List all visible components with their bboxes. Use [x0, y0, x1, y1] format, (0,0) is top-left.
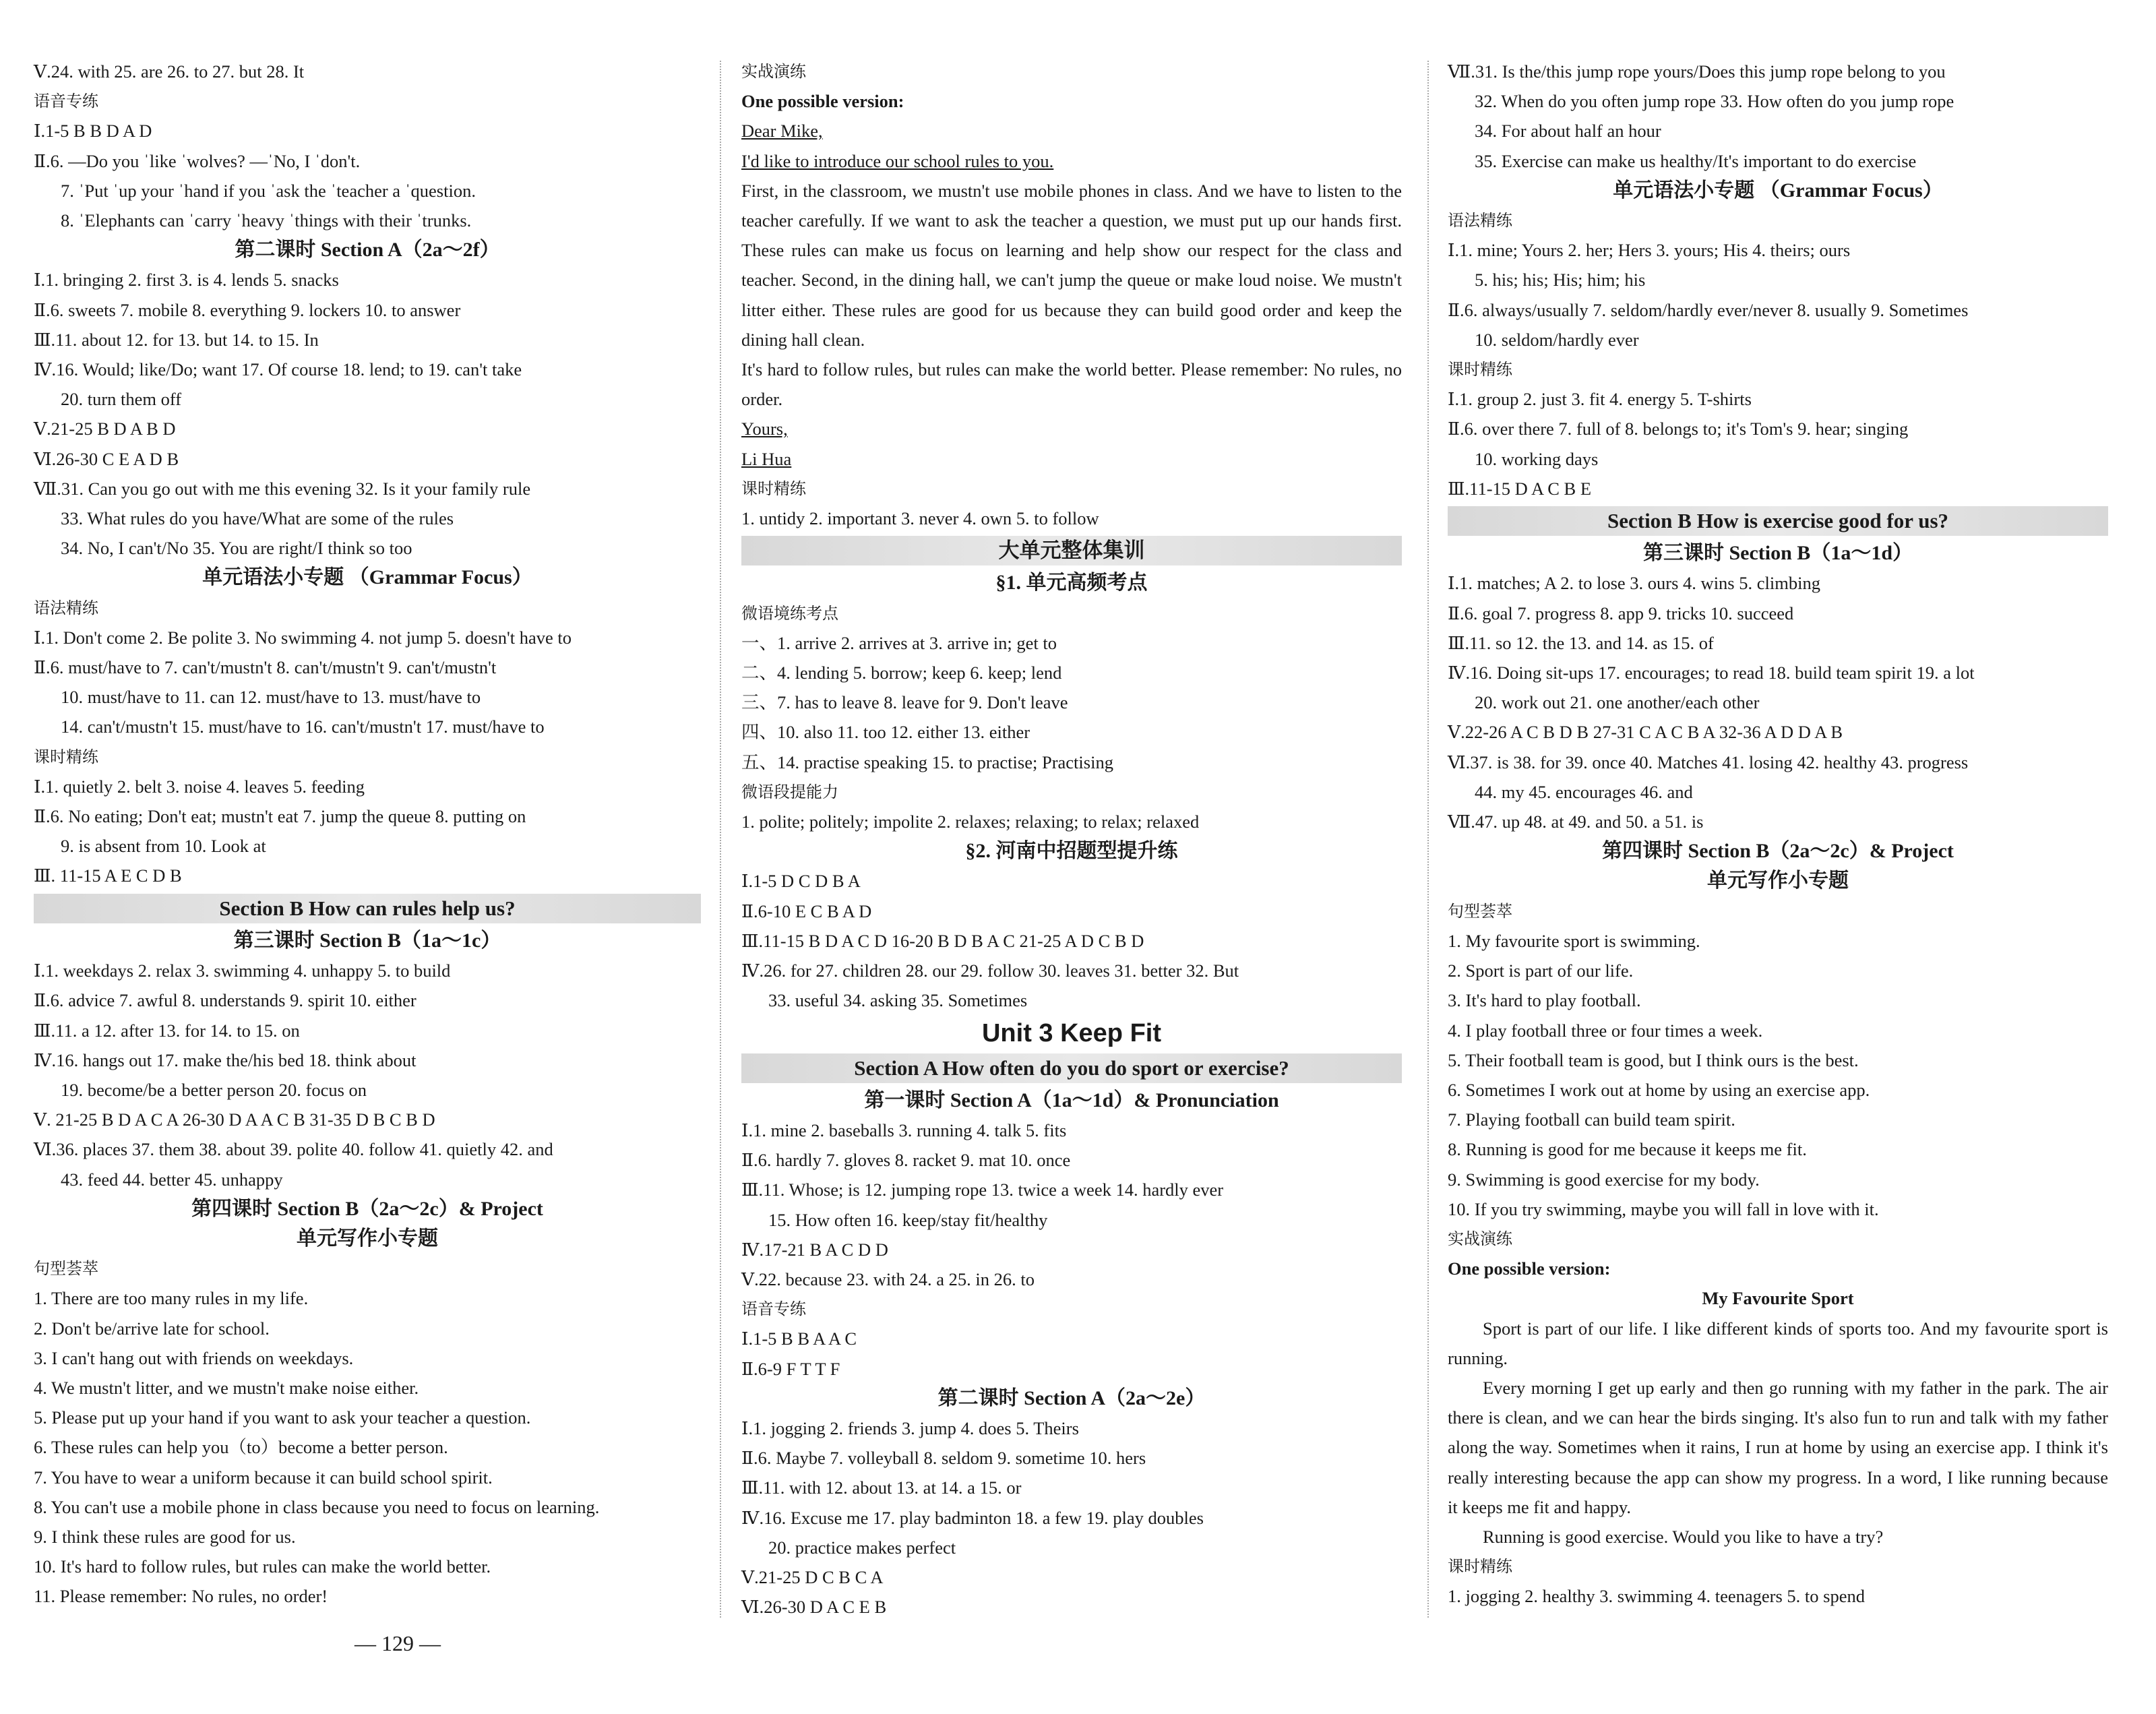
- answer-line: 4. We mustn't litter, and we mustn't make noise either.: [34, 1377, 419, 1398]
- answer-line: Ⅱ.6. —Do you ˈlike ˈwolves? —ˈNo, I ˈdon't.: [34, 150, 361, 171]
- answer-line: Ⅰ.1-5 D C D B A: [741, 871, 861, 892]
- section-label: 句型荟萃: [1448, 901, 1512, 921]
- answer-line: Ⅱ.6-9 F T T F: [741, 1358, 840, 1379]
- answer-line: Ⅰ.1. mine 2. baseballs 3. running 4. talk 5. fits: [741, 1120, 1067, 1140]
- answer-line: 1. My favourite sport is swimming.: [1448, 930, 1700, 951]
- answer-line: Ⅲ.11. with 12. about 13. at 14. a 15. or: [741, 1477, 1022, 1498]
- answer-line: 4. I play football three or four times a week.: [1448, 1020, 1763, 1041]
- answer-line: 6. Sometimes I work out at home by using an exercise app.: [1448, 1079, 1870, 1100]
- answer-line: Ⅵ.37. is 38. for 39. once 40. Matches 41. losing 42. healthy 43. progress: [1448, 752, 1969, 772]
- answer-line: Ⅲ.11. a 12. after 13. for 14. to 15. on: [34, 1020, 300, 1041]
- answer-line: 1. jogging 2. healthy 3. swimming 4. teenagers 5. to spend: [1448, 1586, 1865, 1607]
- page-number: — 129 —: [355, 1631, 441, 1655]
- answer-line: Ⅶ.31. Is the/this jump rope yours/Does this jump rope belong to you: [1448, 61, 1946, 82]
- section-label: 课时精练: [741, 479, 806, 498]
- answer-line: 6. These rules can help you（to）become a better person.: [34, 1437, 448, 1458]
- answer-line: Ⅴ.21-25 D C B C A: [741, 1566, 884, 1587]
- answer-line: 7. Playing football can build team spirit.: [1448, 1109, 1735, 1130]
- section-label: 语法精练: [1448, 211, 1512, 231]
- answer-line: 34. No, I can't/No 35. You are right/I think so too: [61, 538, 412, 559]
- answer-line: 19. become/be a better person 20. focus on: [61, 1079, 367, 1100]
- section-label: 句型荟萃: [34, 1259, 98, 1279]
- answer-line: Ⅱ.6. sweets 7. mobile 8. everything 9. lockers 10. to answer: [34, 299, 461, 320]
- section-label: 语音专练: [34, 92, 98, 111]
- answer-line: Ⅵ.26-30 D A C E B: [741, 1597, 887, 1618]
- answer-line: 34. For about half an hour: [1475, 121, 1661, 142]
- section-heading: 第一课时 Section A（1a～1d）& Pronunciation: [864, 1089, 1279, 1111]
- answer-line: One possible version:: [741, 91, 904, 112]
- answer-line: Ⅳ.16. Excuse me 17. play badminton 18. a few 19. play doubles: [741, 1507, 1204, 1528]
- section-label: 微语境练考点: [741, 603, 838, 623]
- answer-line: Ⅱ.6. Maybe 7. volleyball 8. seldom 9. sometime 10. hers: [741, 1448, 1146, 1469]
- answer-line: Ⅳ.16. Would; like/Do; want 17. Of course 18. lend; to 19. can't take: [34, 359, 522, 380]
- answer-line: Ⅱ.6. always/usually 7. seldom/hardly ever/never 8. usually 9. Sometimes: [1448, 299, 1969, 320]
- answer-line: Ⅶ.31. Can you go out with me this evening 32. Is it your family rule: [34, 478, 531, 499]
- essay-paragraph: First, in the classroom, we mustn't use mobile phones in class. And we have to listen to the teacher carefully. If we want to ask the teacher a question, we must put up our hands first. These rules can make us focus on learning and help show our respect for the class and teacher. Second, in the dining hall, we can't jump the queue or make loud noise. We mustn't litter either. These rules are good for us because they can build good order and keep the dining hall clean.: [741, 180, 1402, 350]
- answer-line: 二、4. lending 5. borrow; keep 6. keep; lend: [741, 663, 1062, 683]
- section-heading: 单元写作小专题: [1707, 869, 1849, 892]
- answer-line: Ⅳ.16. hangs out 17. make the/his bed 18. think about: [34, 1049, 417, 1070]
- section-label: 课时精练: [1448, 360, 1512, 379]
- answer-line: 9. is absent from 10. Look at: [61, 836, 266, 857]
- answer-line: 2. Sport is part of our life.: [1448, 960, 1634, 981]
- answer-line: Li Hua: [741, 448, 792, 469]
- answer-line: Ⅵ.26-30 C E A D B: [34, 448, 179, 469]
- answer-column-3: [1448, 57, 2108, 1612]
- answer-line: Ⅲ.11-15 B D A C D 16-20 B D B A C 21-25 A D C B D: [741, 930, 1144, 951]
- answer-line: 32. When do you often jump rope 33. How often do you jump rope: [1475, 91, 1954, 112]
- answer-line: Ⅳ.17-21 B A C D D: [741, 1239, 888, 1260]
- section-heading: 单元写作小专题: [297, 1227, 438, 1250]
- answer-line: Ⅴ. 21-25 B D A C A 26-30 D A A C B 31-35 D B C B D: [34, 1109, 435, 1130]
- answer-line: 5. Please put up your hand if you want to ask your teacher a question.: [34, 1407, 531, 1428]
- essay-paragraph: Sport is part of our life. I like different kinds of sports too. And my favourite sport is running.: [1448, 1318, 2108, 1368]
- answer-line: Ⅱ.6. must/have to 7. can't/mustn't 8. can't/mustn't 9. can't/mustn't: [34, 657, 497, 678]
- section-heading: 第三课时 Section B（1a～1c）: [233, 929, 501, 952]
- answer-line: Yours,: [741, 419, 788, 439]
- answer-line: Ⅲ.11-15 D A C B E: [1448, 478, 1592, 499]
- answer-line: 10. working days: [1475, 448, 1599, 469]
- answer-line: Ⅵ.36. places 37. them 38. about 39. polite 40. follow 41. quietly 42. and: [34, 1139, 553, 1160]
- answer-line: 9. I think these rules are good for us.: [34, 1526, 296, 1547]
- answer-line: Ⅲ.11. about 12. for 13. but 14. to 15. In: [34, 329, 319, 350]
- answer-line: One possible version:: [1448, 1258, 1611, 1279]
- essay-paragraph: Running is good exercise. Would you like to have a try?: [1483, 1526, 1884, 1547]
- answer-line: Ⅰ.1. jogging 2. friends 3. jump 4. does 5. Theirs: [741, 1417, 1079, 1438]
- answer-line: Ⅳ.26. for 27. children 28. our 29. follow 30. leaves 31. better 32. But: [741, 960, 1239, 981]
- answer-line: Ⅱ.6-10 E C B A D: [741, 900, 872, 921]
- answer-line: 8. ˈElephants can ˈcarry ˈheavy ˈthings with their ˈtrunks.: [61, 210, 472, 231]
- section-heading: 第四课时 Section B（2a～2c）& Project: [191, 1197, 543, 1220]
- answer-line: Ⅰ.1-5 B B A A C: [741, 1328, 857, 1349]
- answer-line: 1. polite; politely; impolite 2. relaxes; relaxing; to relax; relaxed: [741, 812, 1200, 832]
- answer-line: Ⅳ.16. Doing sit-ups 17. encourages; to read 18. build team spirit 19. a lot: [1448, 663, 1975, 683]
- answer-line: 三、7. has to leave 8. leave for 9. Don't leave: [741, 692, 1068, 713]
- answer-line: Ⅴ.21-25 B D A B D: [34, 419, 176, 439]
- answer-line: My Favourite Sport: [1702, 1288, 1854, 1309]
- essay-paragraph: It's hard to follow rules, but rules can make the world better. Please remember: No rules, no order.: [741, 359, 1402, 410]
- answer-line: 5. Their football team is good, but I think ours is the best.: [1448, 1049, 1859, 1070]
- answer-line: 10. seldom/hardly ever: [1475, 329, 1639, 350]
- essay-paragraph: Every morning I get up early and then go running with my father in the park. The air there is clean, and we can hear the birds singing. It's also fun to run and talk with my father along the way. Sometimes when it rains, I run at home by using an exercise app. I think it's really interesting because the app can show my progress. In a word, I like running because it keeps me fit and happy.: [1448, 1377, 2108, 1517]
- answer-line: Ⅰ.1-5 B B D A D: [34, 121, 152, 142]
- section-label: 微语段提能力: [741, 782, 838, 801]
- section-label: 实战演练: [1448, 1229, 1512, 1248]
- answer-line: Ⅰ.1. mine; Yours 2. her; Hers 3. yours; His 4. theirs; ours: [1448, 240, 1851, 261]
- section-heading: Section B How can rules help us?: [34, 894, 701, 923]
- answer-line: 四、10. also 11. too 12. either 13. either: [741, 722, 1030, 743]
- answer-line: 35. Exercise can make us healthy/It's important to do exercise: [1475, 150, 1917, 171]
- section-heading: §2. 河南中招题型提升练: [965, 840, 1178, 863]
- answer-line: 10. If you try swimming, maybe you will fall in love with it.: [1448, 1198, 1879, 1219]
- answer-line: 44. my 45. encourages 46. and: [1475, 781, 1693, 802]
- column-divider: [1427, 61, 1429, 1618]
- answer-line: 1. There are too many rules in my life.: [34, 1288, 309, 1309]
- answer-line: 9. Swimming is good exercise for my body.: [1448, 1169, 1760, 1190]
- section-label: 语音专练: [741, 1299, 806, 1319]
- section-heading: 单元语法小专题 （Grammar Focus）: [202, 566, 532, 589]
- answer-line: Ⅱ.6. goal 7. progress 8. app 9. tricks 10. succeed: [1448, 603, 1794, 623]
- column-divider: [720, 61, 721, 1618]
- answer-line: Ⅴ.24. with 25. are 26. to 27. but 28. It: [34, 61, 305, 82]
- answer-line: Ⅰ.1. Don't come 2. Be polite 3. No swimming 4. not jump 5. doesn't have to: [34, 627, 572, 648]
- answer-line: 五、14. practise speaking 15. to practise; Practising: [741, 752, 1113, 772]
- answer-line: Ⅰ.1. quietly 2. belt 3. noise 4. leaves 5. feeding: [34, 776, 365, 797]
- answer-line: 7. You have to wear a uniform because it can build school spirit.: [34, 1467, 493, 1488]
- section-heading: 大单元整体集训: [741, 536, 1402, 565]
- section-heading: 单元语法小专题 （Grammar Focus）: [1613, 179, 1943, 202]
- answer-line: 33. useful 34. asking 35. Sometimes: [768, 990, 1028, 1011]
- answer-line: 33. What rules do you have/What are some of the rules: [61, 508, 454, 529]
- section-heading: 第四课时 Section B（2a～2c）& Project: [1602, 840, 1954, 863]
- answer-line: Ⅲ.11. Whose; is 12. jumping rope 13. twice a week 14. hardly ever: [741, 1180, 1224, 1200]
- answer-line: Ⅶ.47. up 48. at 49. and 50. a 51. is: [1448, 812, 1704, 832]
- section-label: 实战演练: [741, 62, 806, 81]
- answer-line: 3. I can't hang out with friends on weekdays.: [34, 1347, 354, 1368]
- section-label: 课时精练: [34, 747, 98, 766]
- section-heading: Section B How is exercise good for us?: [1448, 506, 2108, 536]
- answer-line: Dear Mike,: [741, 121, 823, 142]
- answer-line: 15. How often 16. keep/stay fit/healthy: [768, 1209, 1048, 1230]
- answer-line: Ⅱ.6. No eating; Don't eat; mustn't eat 7. jump the queue 8. putting on: [34, 806, 526, 827]
- answer-line: Ⅰ.1. weekdays 2. relax 3. swimming 4. unhappy 5. to build: [34, 960, 451, 981]
- answer-line: 10. must/have to 11. can 12. must/have to 13. must/have to: [61, 687, 481, 708]
- answer-line: Ⅱ.6. over there 7. full of 8. belongs to; it's Tom's 9. hear; singing: [1448, 419, 1909, 439]
- answer-line: 20. work out 21. one another/each other: [1475, 692, 1760, 713]
- section-heading: Section A How often do you do sport or exercise?: [741, 1053, 1402, 1083]
- answer-line: Ⅱ.6. advice 7. awful 8. understands 9. spirit 10. either: [34, 990, 417, 1011]
- answer-line: 10. It's hard to follow rules, but rules can make the world better.: [34, 1556, 491, 1577]
- answer-line: 3. It's hard to play football.: [1448, 990, 1641, 1011]
- answer-line: 1. untidy 2. important 3. never 4. own 5. to follow: [741, 508, 1099, 529]
- answer-line: Ⅰ.1. bringing 2. first 3. is 4. lends 5. snacks: [34, 270, 339, 290]
- answer-line: 2. Don't be/arrive late for school.: [34, 1318, 270, 1339]
- section-heading: 第二课时 Section A（2a～2f）: [235, 239, 500, 262]
- answer-line: Ⅰ.1. matches; A 2. to lose 3. ours 4. wins 5. climbing: [1448, 573, 1820, 594]
- answer-line: 8. Running is good for me because it keeps me fit.: [1448, 1139, 1807, 1160]
- answer-line: 14. can't/mustn't 15. must/have to 16. can't/mustn't 17. must/have to: [61, 716, 545, 737]
- section-label: 课时精练: [1448, 1557, 1512, 1577]
- answer-line: Ⅴ.22. because 23. with 24. a 25. in 26. to: [741, 1268, 1035, 1289]
- section-label: 语法精练: [34, 598, 98, 617]
- answer-line: Ⅲ.11. so 12. the 13. and 14. as 15. of: [1448, 632, 1714, 653]
- answer-line: 5. his; his; His; him; his: [1475, 270, 1646, 290]
- answer-line: 43. feed 44. better 45. unhappy: [61, 1169, 283, 1190]
- answer-line: 11. Please remember: No rules, no order!: [34, 1586, 328, 1607]
- answer-line: 一、1. arrive 2. arrives at 3. arrive in; get to: [741, 632, 1057, 653]
- section-heading: §1. 单元高频考点: [995, 572, 1148, 594]
- answer-line: Ⅱ.6. hardly 7. gloves 8. racket 9. mat 10. once: [741, 1150, 1071, 1171]
- answer-line: Ⅰ.1. group 2. just 3. fit 4. energy 5. T-shirts: [1448, 389, 1752, 410]
- answer-line: I'd like to introduce our school rules to you.: [741, 150, 1054, 171]
- section-heading: 第三课时 Section B（1a～1d）: [1642, 542, 1913, 565]
- section-heading: 第二课时 Section A（2a～2e）: [937, 1386, 1206, 1409]
- answer-line: 20. turn them off: [61, 389, 182, 410]
- answer-line: Ⅴ.22-26 A C B D B 27-31 C A C B A 32-36 A D D A B: [1448, 722, 1843, 743]
- answer-column-1: [34, 57, 701, 1612]
- answer-column-2: [741, 57, 1402, 1622]
- answer-line: 7. ˈPut ˈup your ˈhand if you ˈask the ˈteacher a ˈquestion.: [61, 180, 476, 201]
- answer-line: Ⅲ. 11-15 A E C D B: [34, 865, 182, 886]
- section-heading: Unit 3 Keep Fit: [981, 1018, 1162, 1047]
- answer-line: 8. You can't use a mobile phone in class because you need to focus on learning.: [34, 1496, 600, 1517]
- answer-line: 20. practice makes perfect: [768, 1537, 956, 1558]
